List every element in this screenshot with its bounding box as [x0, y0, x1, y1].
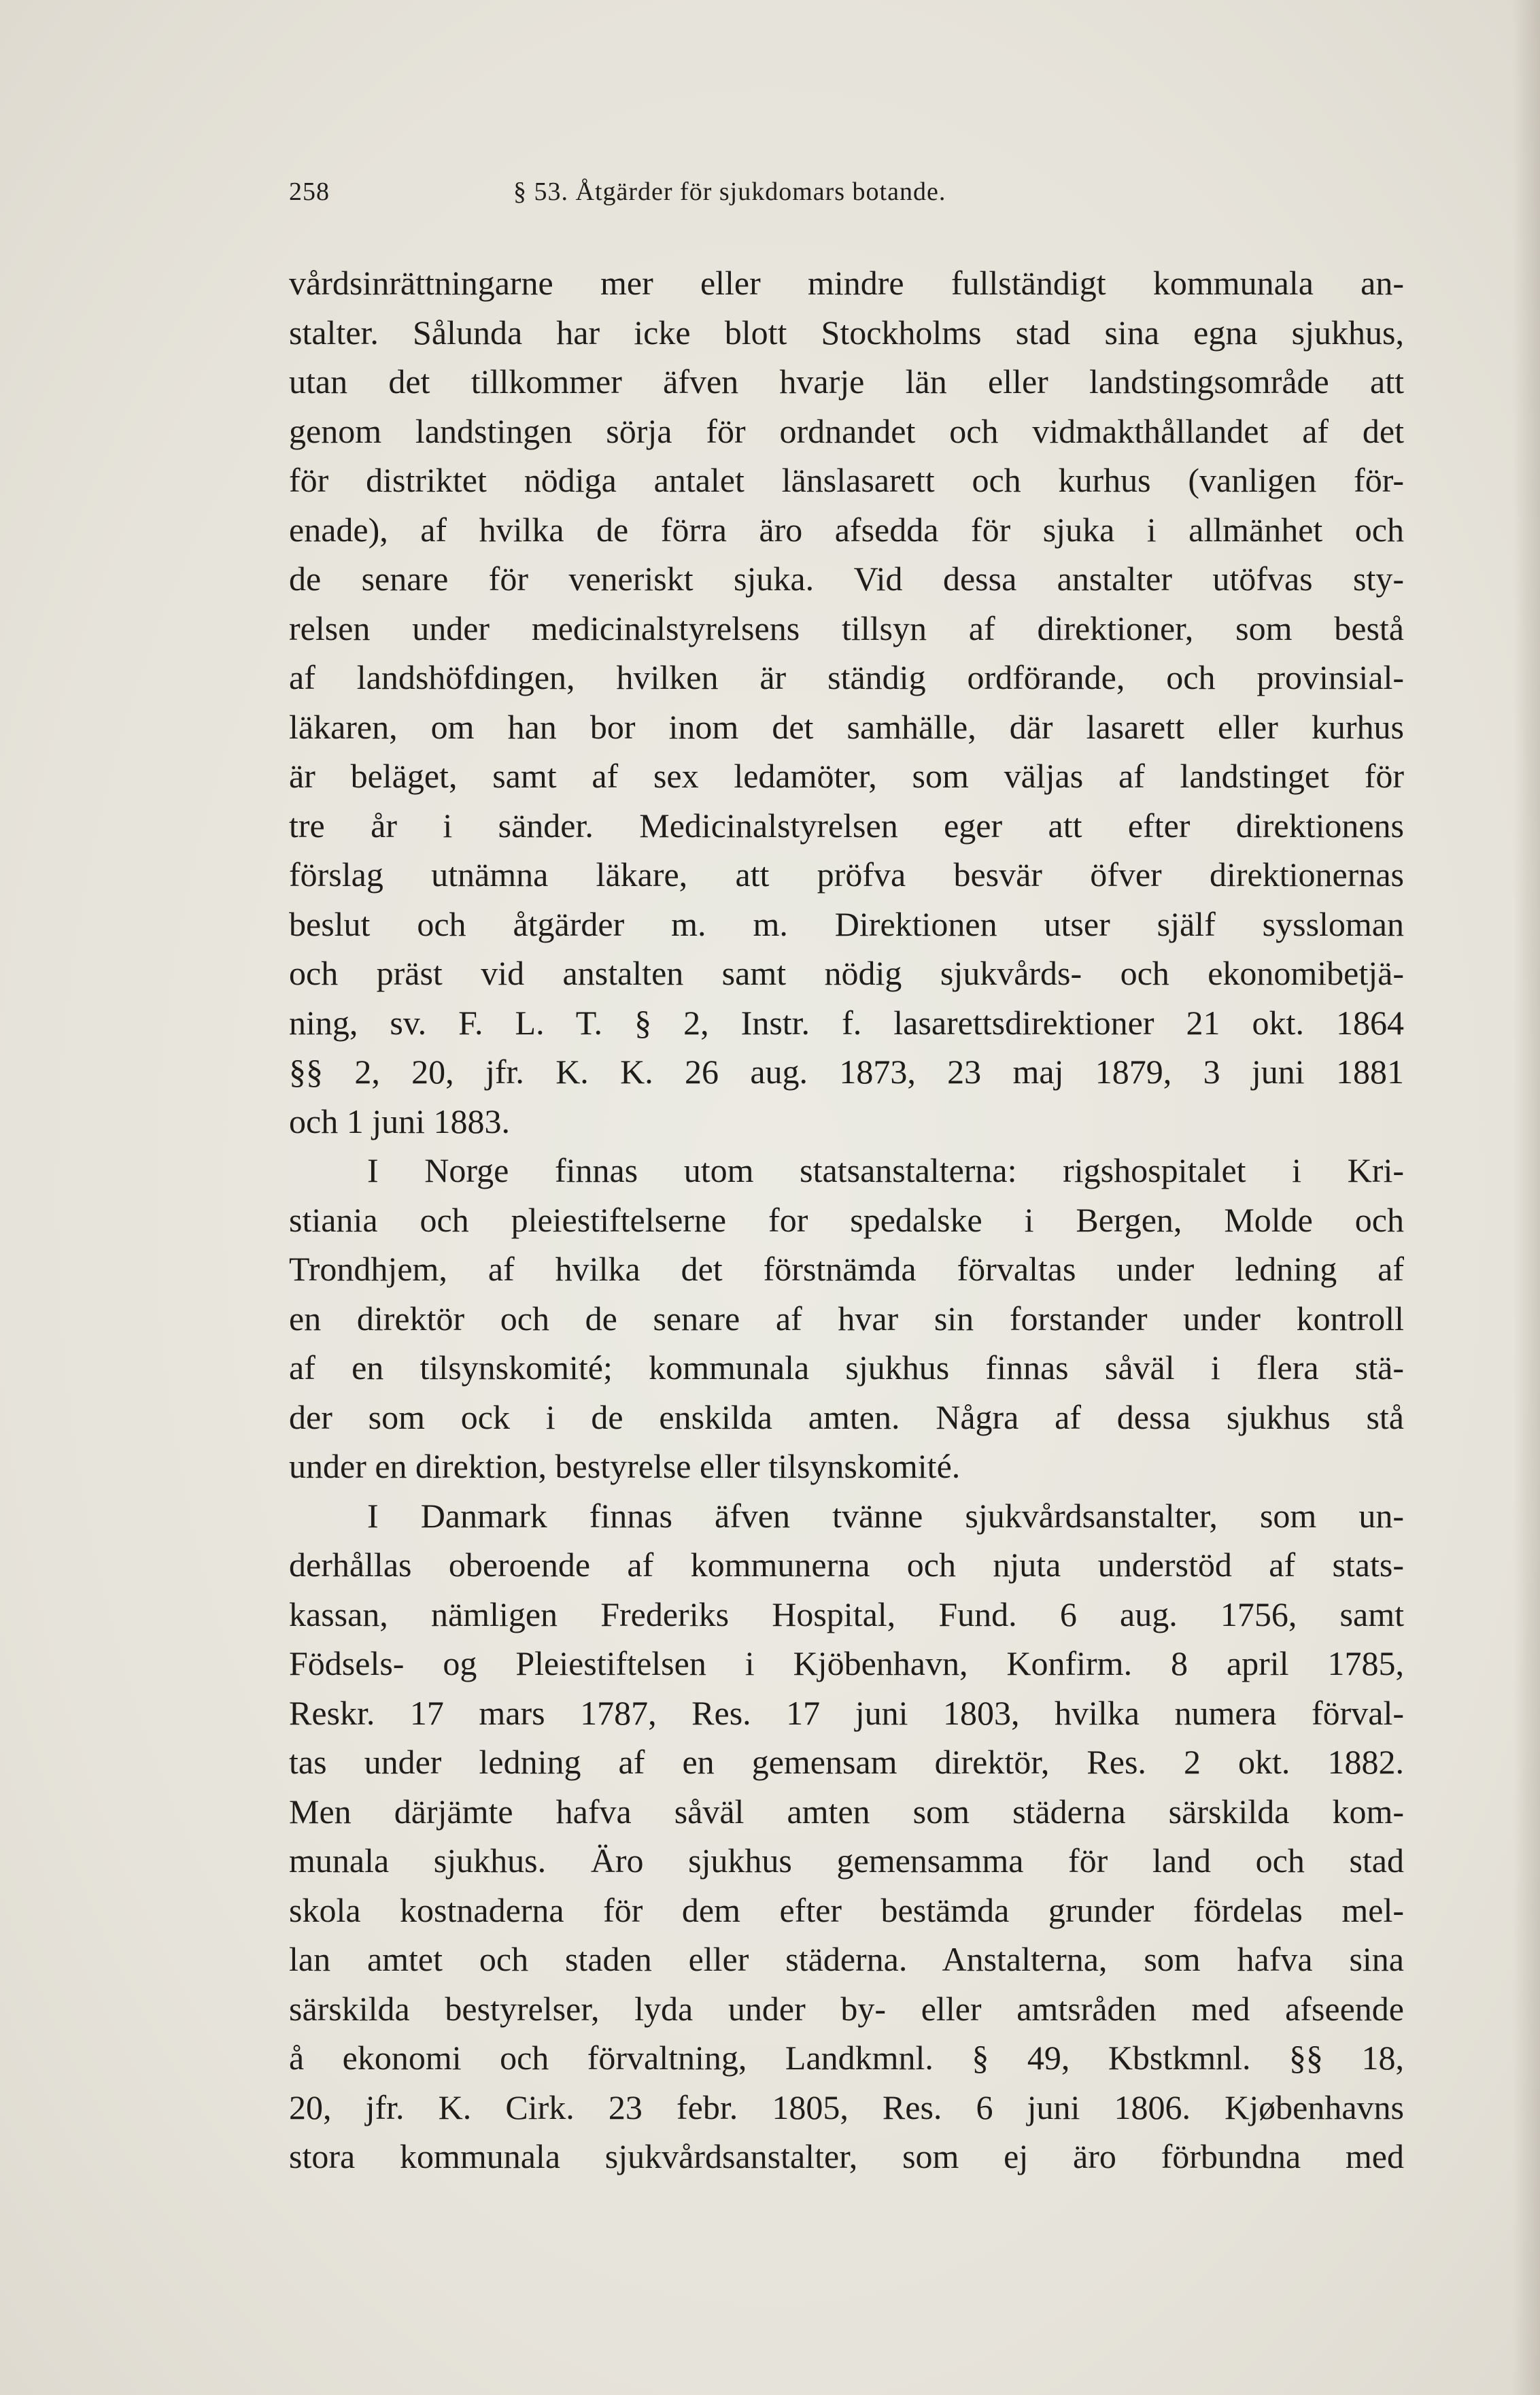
- text-line: 20, jfr. K. Cirk. 23 febr. 1805, Res. 6 juni 1806. Kjøbenhavns: [289, 2088, 1404, 2126]
- text-line: och 1 juni 1883.: [289, 1102, 510, 1140]
- text-line: beslut och åtgärder m. m. Direktionen utser själf syssloman: [289, 904, 1404, 943]
- text-line: skola kostnaderna för dem efter bestämda grunder fördelas mel-: [289, 1890, 1404, 1929]
- text-line: under en direktion, bestyrelse eller tilsynskomité.: [289, 1447, 961, 1485]
- text-line: en direktör och de senare af hvar sin forstander under kontroll: [289, 1299, 1404, 1338]
- text-line: och präst vid anstalten samt nödig sjukvårds- och ekonomibetjä-: [289, 954, 1404, 992]
- text-line: Trondhjem, af hvilka det förstnämda förvaltas under ledning af: [289, 1250, 1404, 1288]
- text-line: tre år i sänder. Medicinalstyrelsen eger att efter direktionens: [289, 806, 1404, 845]
- text-line: förslag utnämna läkare, att pröfva besvär öfver direktionernas: [289, 855, 1404, 894]
- text-line: enade), af hvilka de förra äro afsedda för sjuka i allmänhet och: [289, 510, 1404, 549]
- text-line: är beläget, samt af sex ledamöter, som väljas af landstinget för: [289, 757, 1404, 795]
- text-line: kassan, nämligen Frederiks Hospital, Fund. 6 aug. 1756, samt: [289, 1595, 1404, 1633]
- page-edge-shadow: [1513, 0, 1540, 2395]
- text-line: särskilda bestyrelser, lyda under by- eller amtsråden med afseende: [289, 1989, 1404, 2028]
- text-line: af en tilsynskomité; kommunala sjukhus finnas såväl i flera stä-: [289, 1348, 1404, 1387]
- text-line: §§ 2, 20, jfr. K. K. 26 aug. 1873, 23 maj 1879, 3 juni 1881: [289, 1053, 1404, 1091]
- page-header: [289, 177, 1404, 218]
- text-line: de senare för veneriskt sjuka. Vid dessa anstalter utöfvas sty-: [289, 560, 1404, 598]
- text-line: Födsels- og Pleiestiftelsen i Kjöbenhavn, Konfirm. 8 april 1785,: [289, 1644, 1404, 1682]
- text-line: I Danmark finnas äfven tvänne sjukvårdsanstalter, som un-: [367, 1496, 1404, 1535]
- body-text: [289, 258, 1404, 2181]
- page-number: 258: [289, 177, 330, 206]
- text-line: lan amtet och staden eller städerna. Anstalterna, som hafva sina: [289, 1940, 1404, 1978]
- text-line: Men därjämte hafva såväl amten som städerna särskilda kom-: [289, 1792, 1404, 1831]
- text-line: tas under ledning af en gemensam direktör, Res. 2 okt. 1882.: [289, 1743, 1404, 1781]
- text-line: Reskr. 17 mars 1787, Res. 17 juni 1803, hvilka numera förval-: [289, 1693, 1404, 1732]
- text-line: stiania och pleiestiftelserne for spedalske i Bergen, Molde och: [289, 1200, 1404, 1239]
- text-line: der som ock i de enskilda amten. Några af dessa sjukhus stå: [289, 1397, 1404, 1436]
- text-line: vårdsinrättningarne mer eller mindre fullständigt kommunala an-: [289, 264, 1404, 302]
- running-title: § 53. Åtgärder för sjukdomars botande.: [513, 177, 946, 206]
- text-line: relsen under medicinalstyrelsens tillsyn af direktioner, som bestå: [289, 609, 1404, 647]
- text-line: å ekonomi och förvaltning, Landkmnl. § 49, Kbstkmnl. §§ 18,: [289, 2039, 1404, 2077]
- text-line: utan det tillkommer äfven hvarje län eller landstingsområde att: [289, 362, 1404, 401]
- text-line: för distriktet nödiga antalet länslasarett och kurhus (vanligen för-: [289, 461, 1404, 499]
- text-line: läkaren, om han bor inom det samhälle, där lasarett eller kurhus: [289, 707, 1404, 746]
- text-line: stora kommunala sjukvårdsanstalter, som ej äro förbundna med: [289, 2137, 1404, 2175]
- text-line: derhållas oberoende af kommunerna och njuta understöd af stats-: [289, 1546, 1404, 1584]
- text-line: genom landstingen sörja för ordnandet och vidmakthållandet af det: [289, 411, 1404, 450]
- text-line: stalter. Sålunda har icke blott Stockholms stad sina egna sjukhus,: [289, 313, 1404, 352]
- text-line: ning, sv. F. L. T. § 2, Instr. f. lasarettsdirektioner 21 okt. 1864: [289, 1003, 1404, 1042]
- text-line: af landshöfdingen, hvilken är ständig ordförande, och provinsial-: [289, 658, 1404, 696]
- text-line: munala sjukhus. Äro sjukhus gemensamma för land och stad: [289, 1841, 1404, 1880]
- text-line: I Norge finnas utom statsanstalterna: rigshospitalet i Kri-: [367, 1151, 1404, 1189]
